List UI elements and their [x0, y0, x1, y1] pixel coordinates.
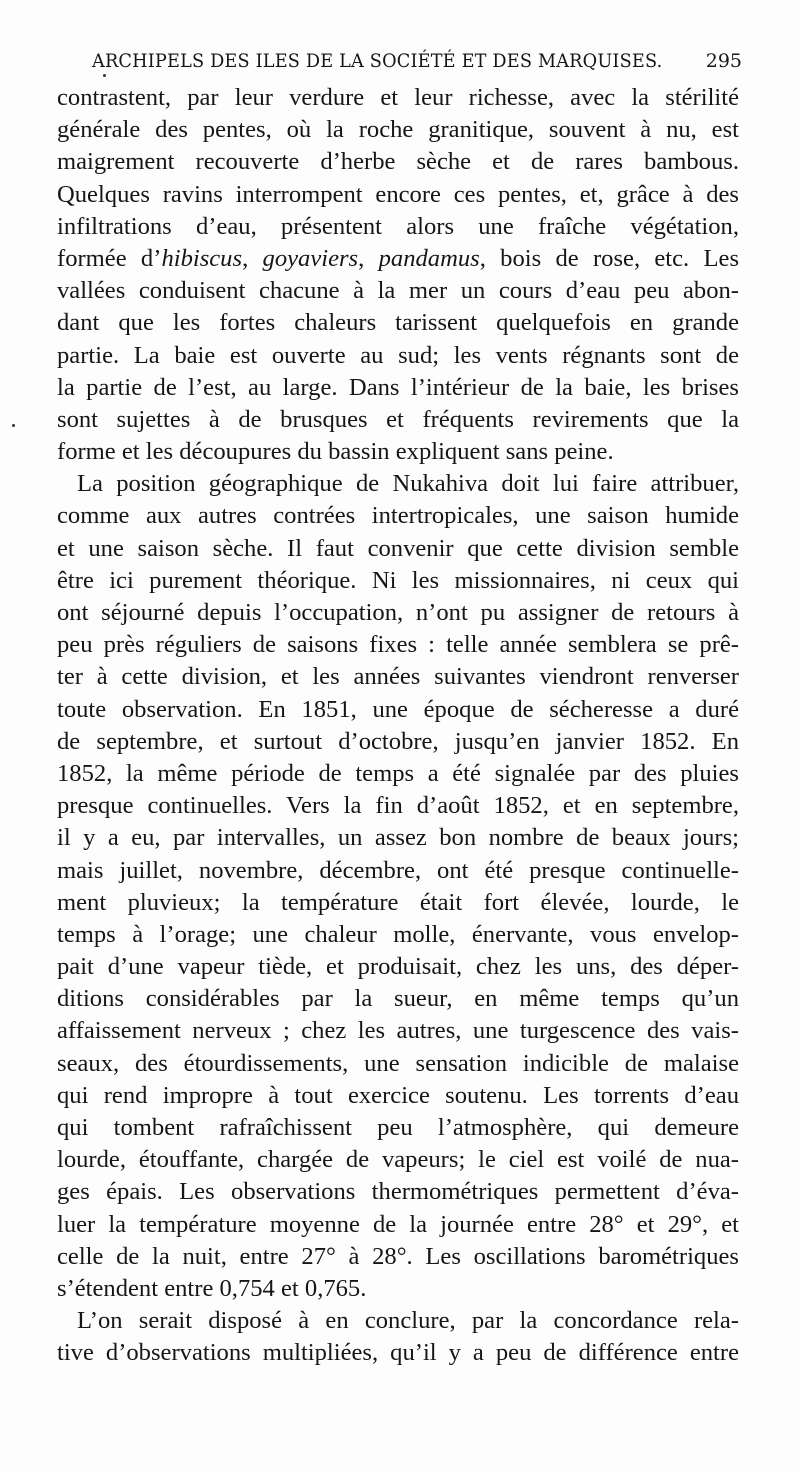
- text-line: luer la température moyenne de la journée entre 28° et 29°, et: [57, 1210, 739, 1238]
- text-line: pait d’une vapeur tiède, et produisait, chez les uns, des déper-: [57, 953, 739, 981]
- text-line: forme et les découpures du bassin expliquent sans peine.: [57, 438, 614, 466]
- running-title: ARCHIPELS DES ILES DE LA SOCIÉTÉ ET DES MARQUISES.: [92, 50, 663, 72]
- text-fragment: ,: [358, 244, 379, 272]
- text-fragment: , bois de rose, etc. Les: [479, 244, 740, 272]
- text-line: qui rend impropre à tout exercice soutenu. Les torrents d’eau: [57, 1081, 739, 1109]
- text-fragment: ,: [242, 244, 263, 272]
- text-line: ment pluvieux; la température était fort élevée, lourde, le: [57, 888, 739, 916]
- text-line: L’on serait disposé à en conclure, par la concordance rela-: [77, 1307, 739, 1335]
- text-line: mais juillet, novembre, décembre, ont été presque continuelle-: [57, 856, 739, 884]
- text-line: ter à cette division, et les années suivantes viendront renverser: [57, 663, 739, 691]
- text-line: partie. La baie est ouverte au sud; les vents régnants sont de: [57, 341, 739, 369]
- text-line: sont sujettes à de brusques et fréquents revirements que la: [57, 405, 739, 433]
- text-line: 1852, la même période de temps a été signalée par des pluies: [57, 759, 739, 787]
- text-line: ges épais. Les observations thermométriques permettent d’éva-: [57, 1178, 739, 1206]
- text-line: presque continuelles. Vers la fin d’août 1852, et en septembre,: [57, 792, 739, 820]
- text-line: de septembre, et surtout d’octobre, jusqu’en janvier 1852. En: [57, 727, 739, 755]
- text-line: tive d’observations multipliées, qu’il y a peu de différence entre: [57, 1339, 739, 1367]
- text-line: peu près réguliers de saisons fixes : telle année semblera se prê-: [57, 631, 739, 659]
- text-line: être ici purement théorique. Ni les missionnaires, ni ceux qui: [57, 566, 739, 594]
- text-line: qui tombent rafraîchissent peu l’atmosphère, qui demeure: [57, 1114, 739, 1141]
- running-head: [82, 50, 742, 80]
- text-line: infiltrations d’eau, présentent alors une fraîche végétation,: [57, 212, 739, 240]
- text-line: générale des pentes, où la roche granitique, souvent à nu, est: [57, 116, 739, 144]
- text-line: maigrement recouverte d’herbe sèche et de rares bambous.: [57, 148, 739, 176]
- text-line: et une saison sèche. Il faut convenir que cette division semble: [57, 534, 739, 562]
- text-line: il y a eu, par intervalles, un assez bon nombre de beaux jours;: [57, 824, 739, 852]
- italic-term: hibiscus: [161, 244, 243, 272]
- text-line: seaux, des étourdissements, une sensation indicible de malaise: [57, 1049, 739, 1077]
- text-line: Quelques ravins interrompent encore ces pentes, et, grâce à des: [57, 180, 739, 208]
- text-line: contrastent, par leur verdure et leur richesse, avec la stérilité: [57, 84, 739, 111]
- scan-speck: [103, 74, 106, 77]
- text-line: [57, 243, 739, 275]
- text-line: ditions considérables par la sueur, en même temps qu’un: [57, 985, 739, 1013]
- text-fragment: formée d’: [57, 244, 162, 272]
- italic-term: pandamus: [378, 244, 480, 272]
- scan-speck: [12, 424, 15, 427]
- text-line: La position géographique de Nukahiva doit lui faire attribuer,: [77, 470, 739, 498]
- text-line: s’étendent entre 0,754 et 0,765.: [57, 1274, 367, 1302]
- text-line: toute observation. En 1851, une époque de sécheresse a duré: [57, 695, 739, 723]
- text-line: lourde, étouffante, chargée de vapeurs; le ciel est voilé de nua-: [57, 1146, 739, 1174]
- text-line: dant que les fortes chaleurs tarissent quelquefois en grande: [57, 309, 739, 337]
- text-line: celle de la nuit, entre 27° à 28°. Les oscillations barométriques: [57, 1242, 739, 1270]
- italic-term: goyaviers: [262, 244, 359, 272]
- body-text: [57, 82, 739, 1370]
- text-line: la partie de l’est, au large. Dans l’intérieur de la baie, les brises: [57, 373, 739, 401]
- text-line: ont séjourné depuis l’occupation, n’ont pu assigner de retours à: [57, 599, 739, 626]
- text-line: affaissement nerveux ; chez les autres, une turgescence des vais-: [57, 1017, 739, 1045]
- text-line: temps à l’orage; une chaleur molle, énervante, vous envelop-: [57, 920, 739, 948]
- text-line: comme aux autres contrées intertropicales, une saison humide: [57, 502, 739, 530]
- text-line: vallées conduisent chacune à la mer un cours d’eau peu abon-: [57, 277, 739, 305]
- page-number: 295: [705, 50, 742, 72]
